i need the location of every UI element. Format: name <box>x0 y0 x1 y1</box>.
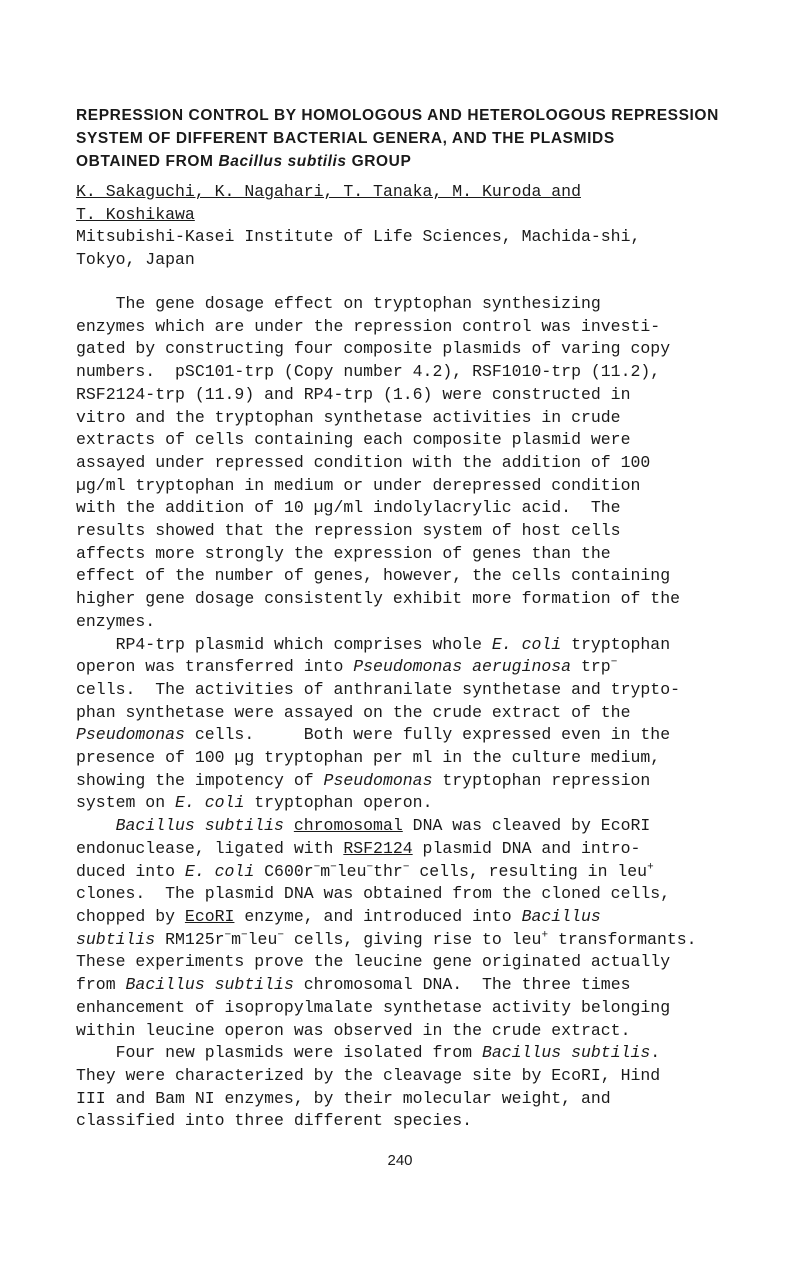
title-text: GROUP <box>346 153 412 170</box>
author-line: K. Sakaguchi, K. Nagahari, T. Tanaka, M. Kuroda and <box>76 182 581 201</box>
text-line: effect of the number of genes, however, the cells containing <box>76 566 671 586</box>
text-line: enhancement of isopropylmalate synthetase activity belonging <box>76 997 671 1017</box>
text-line: chopped by EcoRI enzyme, and introduced into Bacillus <box>76 906 601 926</box>
text-line: assayed under repressed condition with the addition of 100 <box>76 452 651 472</box>
page <box>76 104 766 1133</box>
text-line: III and Bam NI enzymes, by their molecular weight, and <box>76 1088 611 1108</box>
text-line: RP4-trp plasmid which comprises whole E. coli tryptophan <box>76 634 671 654</box>
text-line: Four new plasmids were isolated from Bacillus subtilis. <box>76 1043 661 1063</box>
text-line: They were characterized by the cleavage site by EcoRI, Hind <box>76 1065 661 1085</box>
text-line: endonuclease, ligated with RSF2124 plasmid DNA and intro- <box>76 838 641 858</box>
text-line: results showed that the repression system of host cells <box>76 521 621 541</box>
page-number: 240 <box>387 1152 413 1169</box>
text-line: showing the impotency of Pseudomonas tryptophan repression <box>76 770 651 790</box>
text-line: Pseudomonas cells. Both were fully expressed even in the <box>76 725 671 745</box>
text-line: enzymes. <box>76 611 156 631</box>
text-line: Bacillus subtilis chromosomal DNA was cleaved by EcoRI <box>115 816 651 836</box>
text-line: subtilis RM125r−m−leu− cells, giving rise to leu+ transformants. <box>76 929 697 949</box>
text-line: classified into three different species. <box>76 1111 473 1131</box>
text-line: cells. The activities of anthranilate synthetase and trypto- <box>76 679 680 699</box>
affiliation-line: Tokyo, Japan <box>76 249 195 269</box>
text-line: clones. The plasmid DNA was obtained from the cloned cells, <box>76 884 671 904</box>
text-line: with the addition of 10 µg/ml indolylacrylic acid. The <box>76 498 621 518</box>
title-species: Bacillus subtilis <box>218 153 347 170</box>
paper-title <box>76 104 766 173</box>
title-line: SYSTEM OF DIFFERENT BACTERIAL GENERA, AND THE PLASMIDS <box>76 130 615 147</box>
text-line: operon was transferred into Pseudomonas aeruginosa trp− <box>76 656 618 677</box>
text-line: within leucine operon was observed in the crude extract. <box>76 1020 631 1040</box>
title-text: OBTAINED FROM <box>76 153 219 170</box>
abstract-body <box>76 293 766 1133</box>
text-line: The gene dosage effect on tryptophan synthesizing <box>76 294 601 313</box>
text-line: enzymes which are under the repression control was investi- <box>76 316 661 336</box>
title-line <box>76 150 766 173</box>
text-line: phan synthetase were assayed on the crude extract of the <box>76 702 631 722</box>
text-line: numbers. pSC101-trp (Copy number 4.2), RSF1010-trp (11.2), <box>76 362 661 382</box>
author-line: T. Koshikawa <box>76 204 195 224</box>
text-line: system on E. coli tryptophan operon. <box>76 793 433 813</box>
text-line: from Bacillus subtilis chromosomal DNA. The three times <box>76 975 631 995</box>
affiliation-line: Mitsubishi-Kasei Institute of Life Sciences, Machida-shi, <box>76 227 641 246</box>
text-line: duced into E. coli C600r−m−leu−thr− cells, resulting in leu+ <box>76 861 654 881</box>
text-line: µg/ml tryptophan in medium or under derepressed condition <box>76 475 641 495</box>
author-block <box>76 181 766 271</box>
text-line: higher gene dosage consistently exhibit more formation of the <box>76 589 680 609</box>
title-line: REPRESSION CONTROL BY HOMOLOGOUS AND HETEROLOGOUS REPRESSION <box>76 107 719 124</box>
text-line: These experiments prove the leucine gene originated actually <box>76 952 671 972</box>
text-line: gated by constructing four composite plasmids of varing copy <box>76 339 671 359</box>
text-line: RSF2124-trp (11.9) and RP4-trp (1.6) were constructed in <box>76 384 631 404</box>
text-line: extracts of cells containing each composite plasmid were <box>76 430 631 450</box>
text-line: vitro and the tryptophan synthetase activities in crude <box>76 407 621 427</box>
text-line: affects more strongly the expression of genes than the <box>76 543 611 563</box>
text-line: presence of 100 µg tryptophan per ml in the culture medium, <box>76 748 661 768</box>
